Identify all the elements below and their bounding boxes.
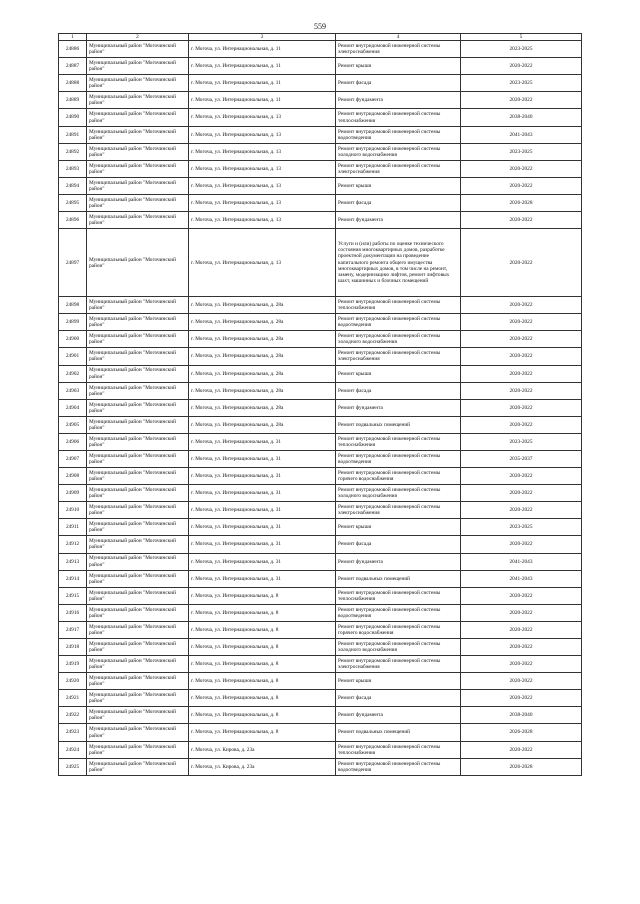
row-number-cell: 24894: [59, 177, 87, 194]
period-cell: 2038-2040: [461, 707, 582, 724]
row-number-cell: 24897: [59, 229, 87, 297]
table-row: [59, 502, 582, 519]
table-row: [59, 109, 582, 126]
work-type-cell: Ремонт подвальных помещений: [336, 416, 461, 433]
address-cell: г. Могоча, ул. Интернациональная, д. 28а: [189, 416, 336, 433]
district-cell: Муниципальный район "Могочинский район": [87, 741, 189, 758]
table-row: [59, 724, 582, 741]
row-number-cell: 24907: [59, 450, 87, 467]
period-cell: 2026-2028: [461, 724, 582, 741]
row-number-cell: 24924: [59, 741, 87, 758]
district-cell: Муниципальный район "Могочинский район": [87, 621, 189, 638]
row-number-cell: 24922: [59, 707, 87, 724]
period-cell: 2020-2022: [461, 399, 582, 416]
work-type-cell: Ремонт внутридомовой инженерной системы теплоснабжения: [336, 741, 461, 758]
row-number-cell: 24916: [59, 604, 87, 621]
address-cell: г. Могоча, ул. Интернациональная, д. 28а: [189, 382, 336, 399]
district-cell: Муниципальный район "Могочинский район": [87, 92, 189, 109]
table-row: [59, 399, 582, 416]
district-cell: Муниципальный район "Могочинский район": [87, 143, 189, 160]
address-cell: г. Могоча, ул. Интернациональная, д. 28а: [189, 348, 336, 365]
period-cell: 2020-2022: [461, 587, 582, 604]
address-cell: г. Могоча, ул. Интернациональная, д. 13: [189, 109, 336, 126]
district-cell: Муниципальный район "Могочинский район": [87, 75, 189, 92]
district-cell: Муниципальный район "Могочинский район": [87, 673, 189, 690]
row-number-cell: 24901: [59, 348, 87, 365]
table-row: [59, 297, 582, 314]
district-cell: Муниципальный район "Могочинский район": [87, 536, 189, 553]
table-row: [59, 433, 582, 450]
district-cell: Муниципальный район "Могочинский район": [87, 331, 189, 348]
table-row: [59, 41, 582, 58]
period-cell: 2020-2022: [461, 58, 582, 75]
address-cell: г. Могоча, ул. Интернациональная, д. 8: [189, 639, 336, 656]
column-number-row: [59, 34, 582, 41]
period-cell: 2020-2022: [461, 639, 582, 656]
district-cell: Муниципальный район "Могочинский район": [87, 707, 189, 724]
address-cell: г. Могоча, ул. Кирова, д. 23а: [189, 758, 336, 775]
district-cell: Муниципальный район "Могочинский район": [87, 297, 189, 314]
district-cell: Муниципальный район "Могочинский район": [87, 109, 189, 126]
work-type-cell: Ремонт фасада: [336, 194, 461, 211]
row-number-cell: 24909: [59, 485, 87, 502]
period-cell: 2020-2022: [461, 673, 582, 690]
work-type-cell: Ремонт фундамента: [336, 553, 461, 570]
table-row: [59, 673, 582, 690]
work-type-cell: Ремонт внутридомовой инженерной системы водоотведения: [336, 126, 461, 143]
district-cell: Муниципальный район "Могочинский район": [87, 314, 189, 331]
work-type-cell: Ремонт внутридомовой инженерной системы электроснабжения: [336, 502, 461, 519]
table-row: [59, 75, 582, 92]
period-cell: 2020-2022: [461, 348, 582, 365]
district-cell: Муниципальный район "Могочинский район": [87, 399, 189, 416]
work-type-cell: Ремонт крыши: [336, 365, 461, 382]
row-number-cell: 24898: [59, 297, 87, 314]
address-cell: г. Могоча, ул. Интернациональная, д. 8: [189, 673, 336, 690]
work-type-cell: Ремонт фундамента: [336, 399, 461, 416]
table-row: [59, 331, 582, 348]
period-cell: 2020-2022: [461, 621, 582, 638]
work-type-cell: Ремонт крыши: [336, 519, 461, 536]
period-cell: 2020-2022: [461, 604, 582, 621]
table-row: [59, 177, 582, 194]
district-cell: Муниципальный район "Могочинский район": [87, 758, 189, 775]
work-type-cell: Ремонт фундамента: [336, 212, 461, 229]
period-cell: 2038-2040: [461, 109, 582, 126]
period-cell: 2023-2025: [461, 143, 582, 160]
table-row: [59, 450, 582, 467]
row-number-cell: 24912: [59, 536, 87, 553]
work-type-cell: Ремонт крыши: [336, 177, 461, 194]
address-cell: г. Могоча, ул. Интернациональная, д. 31: [189, 450, 336, 467]
period-cell: 2020-2022: [461, 502, 582, 519]
period-cell: 2020-2022: [461, 741, 582, 758]
address-cell: г. Могоча, ул. Интернациональная, д. 31: [189, 570, 336, 587]
address-cell: г. Могоча, ул. Интернациональная, д. 8: [189, 621, 336, 638]
table-row: [59, 212, 582, 229]
district-cell: Муниципальный район "Могочинский район": [87, 604, 189, 621]
district-cell: Муниципальный район "Могочинский район": [87, 690, 189, 707]
address-cell: г. Могоча, ул. Интернациональная, д. 8: [189, 724, 336, 741]
period-cell: 2020-2022: [461, 92, 582, 109]
row-number-cell: 24895: [59, 194, 87, 211]
district-cell: Муниципальный район "Могочинский район": [87, 656, 189, 673]
table-row: [59, 587, 582, 604]
period-cell: 2020-2022: [461, 656, 582, 673]
row-number-cell: 24905: [59, 416, 87, 433]
work-type-cell: Ремонт внутридомовой инженерной системы водоотведения: [336, 604, 461, 621]
district-cell: Муниципальный район "Могочинский район": [87, 553, 189, 570]
period-cell: 2041-2043: [461, 570, 582, 587]
row-number-cell: 24888: [59, 75, 87, 92]
row-number-cell: 24899: [59, 314, 87, 331]
address-cell: г. Могоча, ул. Интернациональная, д. 31: [189, 536, 336, 553]
table-row: [59, 758, 582, 775]
table-row: [59, 314, 582, 331]
row-number-cell: 24892: [59, 143, 87, 160]
work-type-cell: Ремонт внутридомовой инженерной системы электроснабжения: [336, 348, 461, 365]
row-number-cell: 24886: [59, 41, 87, 58]
row-number-cell: 24900: [59, 331, 87, 348]
district-cell: Муниципальный район "Могочинский район": [87, 365, 189, 382]
table-row: [59, 229, 582, 297]
address-cell: г. Могоча, ул. Интернациональная, д. 8: [189, 690, 336, 707]
address-cell: г. Могоча, ул. Интернациональная, д. 31: [189, 468, 336, 485]
work-type-cell: Ремонт фасада: [336, 536, 461, 553]
work-type-cell: Ремонт фасада: [336, 690, 461, 707]
district-cell: Муниципальный район "Могочинский район": [87, 485, 189, 502]
address-cell: г. Могоча, ул. Интернациональная, д. 28а: [189, 314, 336, 331]
table-row: [59, 58, 582, 75]
column-number: 4: [336, 34, 461, 41]
table-row: [59, 365, 582, 382]
work-type-cell: Ремонт внутридомовой инженерной системы водоотведения: [336, 450, 461, 467]
table-row: [59, 485, 582, 502]
row-number-cell: 24920: [59, 673, 87, 690]
row-number-cell: 24914: [59, 570, 87, 587]
work-type-cell: Ремонт фасада: [336, 382, 461, 399]
address-cell: г. Могоча, ул. Интернациональная, д. 31: [189, 519, 336, 536]
row-number-cell: 24915: [59, 587, 87, 604]
period-cell: 2026-2028: [461, 758, 582, 775]
address-cell: г. Могоча, ул. Интернациональная, д. 28а: [189, 331, 336, 348]
work-type-cell: Ремонт внутридомовой инженерной системы водоотведения: [336, 758, 461, 775]
table-row: [59, 519, 582, 536]
period-cell: 2035-2037: [461, 450, 582, 467]
row-number-cell: 24890: [59, 109, 87, 126]
page-number: 559: [314, 22, 326, 31]
table-row: [59, 416, 582, 433]
work-type-cell: Ремонт внутридомовой инженерной системы холодного водоснабжения: [336, 639, 461, 656]
work-type-cell: Ремонт внутридомовой инженерной системы электроснабжения: [336, 656, 461, 673]
period-cell: 2020-2022: [461, 690, 582, 707]
work-type-cell: Ремонт подвальных помещений: [336, 724, 461, 741]
period-cell: 2020-2022: [461, 212, 582, 229]
table-row: [59, 621, 582, 638]
period-cell: 2041-2043: [461, 553, 582, 570]
period-cell: 2020-2022: [461, 382, 582, 399]
row-number-cell: 24917: [59, 621, 87, 638]
district-cell: Муниципальный район "Могочинский район": [87, 229, 189, 297]
table-row: [59, 639, 582, 656]
period-cell: 2020-2022: [461, 229, 582, 297]
period-cell: 2023-2025: [461, 433, 582, 450]
work-type-cell: Ремонт внутридомовой инженерной системы горячего водоснабжения: [336, 468, 461, 485]
period-cell: 2020-2022: [461, 331, 582, 348]
row-number-cell: 24903: [59, 382, 87, 399]
period-cell: 2026-2028: [461, 194, 582, 211]
table-row: [59, 604, 582, 621]
column-number: 5: [461, 34, 582, 41]
row-number-cell: 24893: [59, 160, 87, 177]
column-number: 2: [87, 34, 189, 41]
column-number: 3: [189, 34, 336, 41]
table-row: [59, 468, 582, 485]
work-type-cell: Ремонт внутридомовой инженерной системы теплоснабжения: [336, 297, 461, 314]
district-cell: Муниципальный район "Могочинский район": [87, 382, 189, 399]
district-cell: Муниципальный район "Могочинский район": [87, 58, 189, 75]
district-cell: Муниципальный район "Могочинский район": [87, 160, 189, 177]
row-number-cell: 24918: [59, 639, 87, 656]
address-cell: г. Могоча, ул. Кирова, д. 23а: [189, 741, 336, 758]
row-number-cell: 24913: [59, 553, 87, 570]
table-row: [59, 536, 582, 553]
work-type-cell: Ремонт внутридомовой инженерной системы холодного водоснабжения: [336, 331, 461, 348]
period-cell: 2020-2022: [461, 365, 582, 382]
row-number-cell: 24904: [59, 399, 87, 416]
district-cell: Муниципальный район "Могочинский район": [87, 570, 189, 587]
work-type-cell: Ремонт внутридомовой инженерной системы теплоснабжения: [336, 433, 461, 450]
work-type-cell: Услуги и (или) работы по оценке технического состояния многоквартирных домов, разработке проектной документации на проведение капитального ремонта общего имущества многоквартирных домов, в том числе на ремонт, замену, модернизацию лифтов, ремонт лифтовых шахт, машинных и блочных помещений: [336, 229, 461, 297]
row-number-cell: 24906: [59, 433, 87, 450]
period-cell: 2020-2022: [461, 416, 582, 433]
work-type-cell: Ремонт внутридомовой инженерной системы теплоснабжения: [336, 109, 461, 126]
row-number-cell: 24896: [59, 212, 87, 229]
table-row: [59, 553, 582, 570]
row-number-cell: 24908: [59, 468, 87, 485]
table-row: [59, 143, 582, 160]
period-cell: 2020-2022: [461, 160, 582, 177]
row-number-cell: 24911: [59, 519, 87, 536]
work-type-cell: Ремонт подвальных помещений: [336, 570, 461, 587]
row-number-cell: 24919: [59, 656, 87, 673]
column-number: 1: [59, 34, 87, 41]
address-cell: г. Могоча, ул. Интернациональная, д. 11: [189, 41, 336, 58]
address-cell: г. Могоча, ул. Интернациональная, д. 13: [189, 212, 336, 229]
address-cell: г. Могоча, ул. Интернациональная, д. 31: [189, 433, 336, 450]
repair-schedule-table: [58, 33, 582, 776]
work-type-cell: Ремонт внутридомовой инженерной системы водоотведения: [336, 314, 461, 331]
work-type-cell: Ремонт внутридомовой инженерной системы теплоснабжения: [336, 587, 461, 604]
table-row: [59, 92, 582, 109]
row-number-cell: 24891: [59, 126, 87, 143]
district-cell: Муниципальный район "Могочинский район": [87, 519, 189, 536]
row-number-cell: 24921: [59, 690, 87, 707]
district-cell: Муниципальный район "Могочинский район": [87, 587, 189, 604]
address-cell: г. Могоча, ул. Интернациональная, д. 13: [189, 194, 336, 211]
work-type-cell: Ремонт внутридомовой инженерной системы холодного водоснабжения: [336, 143, 461, 160]
period-cell: 2020-2022: [461, 314, 582, 331]
period-cell: 2020-2022: [461, 468, 582, 485]
district-cell: Муниципальный район "Могочинский район": [87, 468, 189, 485]
row-number-cell: 24925: [59, 758, 87, 775]
table-row: [59, 348, 582, 365]
address-cell: г. Могоча, ул. Интернациональная, д. 13: [189, 160, 336, 177]
address-cell: г. Могоча, ул. Интернациональная, д. 28а: [189, 399, 336, 416]
address-cell: г. Могоча, ул. Интернациональная, д. 8: [189, 587, 336, 604]
address-cell: г. Могоча, ул. Интернациональная, д. 11: [189, 58, 336, 75]
table-row: [59, 707, 582, 724]
district-cell: Муниципальный район "Могочинский район": [87, 212, 189, 229]
period-cell: 2020-2022: [461, 297, 582, 314]
district-cell: Муниципальный район "Могочинский район": [87, 194, 189, 211]
table-row: [59, 194, 582, 211]
period-cell: 2023-2025: [461, 519, 582, 536]
address-cell: г. Могоча, ул. Интернациональная, д. 8: [189, 604, 336, 621]
address-cell: г. Могоча, ул. Интернациональная, д. 8: [189, 656, 336, 673]
period-cell: 2020-2022: [461, 536, 582, 553]
address-cell: г. Могоча, ул. Интернациональная, д. 31: [189, 502, 336, 519]
period-cell: 2023-2025: [461, 41, 582, 58]
district-cell: Муниципальный район "Могочинский район": [87, 416, 189, 433]
work-type-cell: Ремонт внутридомовой инженерной системы холодного водоснабжения: [336, 485, 461, 502]
row-number-cell: 24910: [59, 502, 87, 519]
district-cell: Муниципальный район "Могочинский район": [87, 41, 189, 58]
row-number-cell: 24887: [59, 58, 87, 75]
period-cell: 2041-2043: [461, 126, 582, 143]
work-type-cell: Ремонт фасада: [336, 75, 461, 92]
row-number-cell: 24902: [59, 365, 87, 382]
address-cell: г. Могоча, ул. Интернациональная, д. 13: [189, 229, 336, 297]
address-cell: г. Могоча, ул. Интернациональная, д. 13: [189, 126, 336, 143]
period-cell: 2020-2022: [461, 177, 582, 194]
table-row: [59, 126, 582, 143]
row-number-cell: 24889: [59, 92, 87, 109]
work-type-cell: Ремонт внутридомовой инженерной системы горячего водоснабжения: [336, 621, 461, 638]
table-row: [59, 160, 582, 177]
work-type-cell: Ремонт фундамента: [336, 707, 461, 724]
period-cell: 2023-2025: [461, 75, 582, 92]
district-cell: Муниципальный район "Могочинский район": [87, 502, 189, 519]
address-cell: г. Могоча, ул. Интернациональная, д. 13: [189, 177, 336, 194]
table-row: [59, 570, 582, 587]
district-cell: Муниципальный район "Могочинский район": [87, 348, 189, 365]
work-type-cell: Ремонт фундамента: [336, 92, 461, 109]
address-cell: г. Могоча, ул. Интернациональная, д. 31: [189, 485, 336, 502]
district-cell: Муниципальный район "Могочинский район": [87, 126, 189, 143]
work-type-cell: Ремонт внутридомовой инженерной системы электроснабжения: [336, 160, 461, 177]
address-cell: г. Могоча, ул. Интернациональная, д. 13: [189, 143, 336, 160]
address-cell: г. Могоча, ул. Интернациональная, д. 28а: [189, 365, 336, 382]
address-cell: г. Могоча, ул. Интернациональная, д. 11: [189, 75, 336, 92]
district-cell: Муниципальный район "Могочинский район": [87, 724, 189, 741]
work-type-cell: Ремонт крыши: [336, 673, 461, 690]
district-cell: Муниципальный район "Могочинский район": [87, 639, 189, 656]
address-cell: г. Могоча, ул. Интернациональная, д. 28а: [189, 297, 336, 314]
row-number-cell: 24923: [59, 724, 87, 741]
table-row: [59, 741, 582, 758]
district-cell: Муниципальный район "Могочинский район": [87, 177, 189, 194]
table-row: [59, 382, 582, 399]
address-cell: г. Могоча, ул. Интернациональная, д. 11: [189, 92, 336, 109]
address-cell: г. Могоча, ул. Интернациональная, д. 8: [189, 707, 336, 724]
table-row: [59, 656, 582, 673]
address-cell: г. Могоча, ул. Интернациональная, д. 31: [189, 553, 336, 570]
table-row: [59, 690, 582, 707]
period-cell: 2020-2022: [461, 485, 582, 502]
work-type-cell: Ремонт крыши: [336, 58, 461, 75]
district-cell: Муниципальный район "Могочинский район": [87, 450, 189, 467]
work-type-cell: Ремонт внутридомовой инженерной системы электроснабжения: [336, 41, 461, 58]
district-cell: Муниципальный район "Могочинский район": [87, 433, 189, 450]
